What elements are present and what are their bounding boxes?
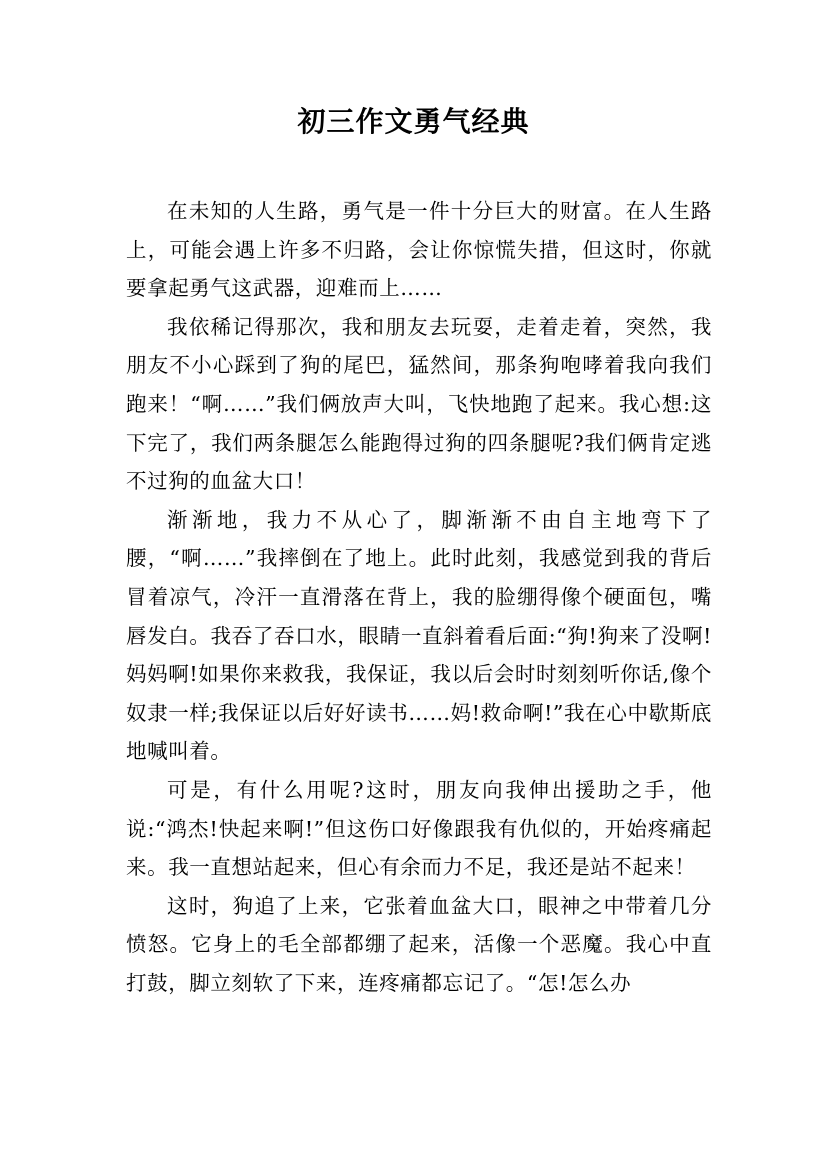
paragraph: 这时，狗追了上来，它张着血盆大口，眼神之中带着几分愤怒。它身上的毛全部都绷了起来，活像一个恶魔。我心中直打鼓，脚立刻软了下来，连疼痛都忘记了。“怎!怎么办: [126, 893, 712, 995]
paragraph: 在未知的人生路，勇气是一件十分巨大的财富。在人生路上，可能会遇上许多不归路，会让你惊慌失措，但这时，你就要拿起勇气这武器，迎难而上……: [126, 199, 712, 301]
paragraph: 可是，有什么用呢?这时，朋友向我伸出援助之手，他说:“鸿杰!快起来啊!”但这伤口好像跟我有仇似的，开始疼痛起来。我一直想站起来，但心有余而力不足，我还是站不起来！: [126, 777, 712, 880]
document-title: 初三作文勇气经典: [297, 105, 530, 138]
paragraph: 渐渐地，我力不从心了，脚渐渐不由自主地弯下了腰，“啊……”我摔倒在了地上。此时此刻，我感觉到我的背后冒着凉气，冷汗一直滑落在背上，我的脸绷得像个硬面包，嘴唇发白。我吞了吞口水，眼睛一直斜着看后面:“狗!狗来了没啊!妈妈啊!如果你来救我，我保证，我以后会时时刻刻听你话,像个奴隶一样;我保证以后好好读书……妈!救命啊!”我在心中歇斯底地喊叫着。: [126, 507, 712, 764]
paragraph: 我依稀记得那次，我和朋友去玩耍，走着走着，突然，我朋友不小心踩到了狗的尾巴，猛然间，那条狗咆哮着我向我们跑来！“啊……”我们俩放声大叫，飞快地跑了起来。我心想:这下完了，我们两条腿怎么能跑得过狗的四条腿呢?我们俩肯定逃不过狗的血盆大口！: [126, 314, 712, 494]
document-body: [126, 192, 712, 1002]
